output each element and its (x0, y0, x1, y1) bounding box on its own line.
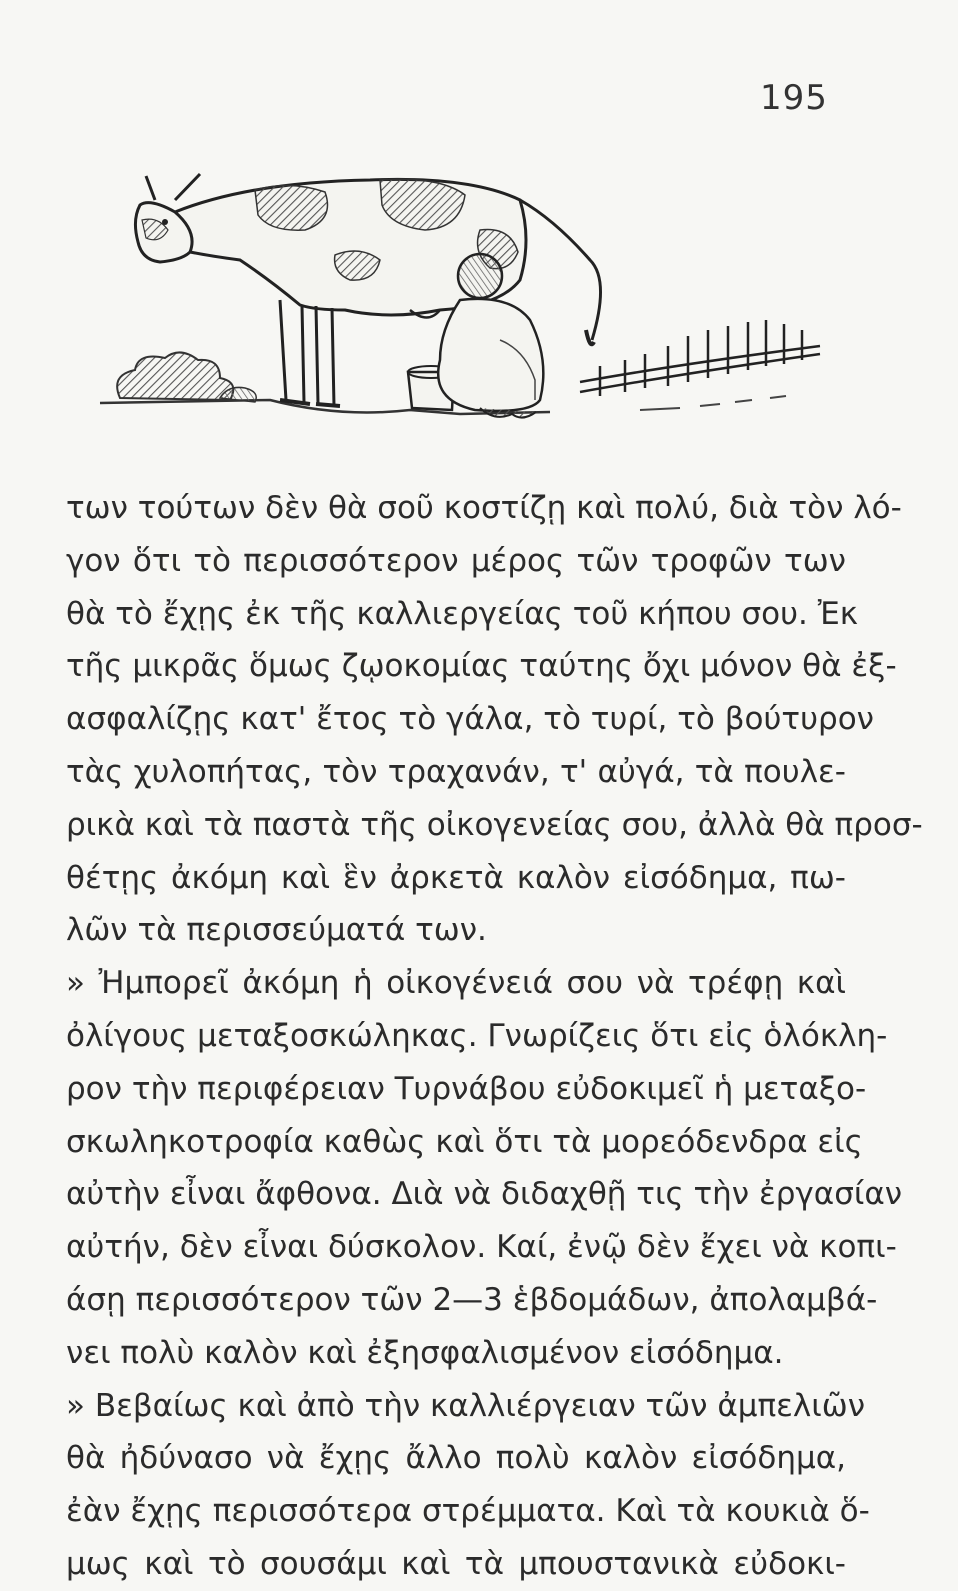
body-text (66, 482, 923, 1591)
text-line: θέτῃς ἀκόμη καὶ ἓν ἀρκετὰ καλὸν εἰσόδημα, πω- (66, 859, 846, 896)
text-line: ἐὰν ἔχῃς περισσότερα στρέμματα. Καὶ τὰ κουκιὰ ὅ- (66, 1493, 870, 1530)
page-number: 195 (760, 78, 828, 118)
text-line: ρον τὴν περιφέρειαν Τυρνάβου εὐδοκιμεῖ ἡ μεταξο- (66, 1070, 867, 1107)
text-line: μως καὶ τὸ σουσάμι καὶ τὰ μπουστανικὰ εὐδοκι- (66, 1545, 846, 1582)
cow-milking-illustration-icon (80, 160, 840, 460)
text-line: νει πολὺ καλὸν καὶ ἐξησφαλισμένον εἰσόδημα. (66, 1334, 784, 1371)
text-line: » Ἠμπορεῖ ἀκόμη ἡ οἰκογένειά σου νὰ τρέφῃ καὶ (66, 965, 846, 1002)
text-line: των τούτων δὲν θὰ σοῦ κοστίζῃ καὶ πολύ, διὰ τὸν λό- (66, 490, 902, 526)
text-line: τῆς μικρᾶς ὅμως ζῳοκομίας ταύτης ὄχι μόνον θὰ ἐξ- (66, 648, 897, 685)
text-line: ὀλίγους μεταξοσκώληκας. Γνωρίζεις ὅτι εἰς ὁλόκλη- (66, 1017, 888, 1054)
text-line: σκωληκοτροφία καθὼς καὶ ὅτι τὰ μορεόδενδρα εἰς (66, 1123, 863, 1160)
text-line: » Βεβαίως καὶ ἀπὸ τὴν καλλιέργειαν τῶν ἀμπελιῶν (66, 1387, 866, 1424)
text-line: ρικὰ καὶ τὰ παστὰ τῆς οἰκογενείας σου, ἀλλὰ θὰ προσ- (66, 806, 923, 843)
text-line: θὰ τὸ ἔχῃς ἐκ τῆς καλλιεργείας τοῦ κήπου σου. Ἐκ (66, 595, 859, 632)
text-line: λῶν τὰ περισσεύματά των. (66, 912, 487, 949)
text-line: γον ὅτι τὸ περισσότερον μέρος τῶν τροφῶν των (66, 542, 846, 579)
text-line: τὰς χυλοπήτας, τὸν τραχανάν, τ' αὐγά, τὰ πουλε- (66, 753, 846, 790)
text-line: θὰ ἠδύνασο νὰ ἔχῃς ἄλλο πολὺ καλὸν εἰσόδημα, (66, 1440, 846, 1477)
text-line: άσῃ περισσότερον τῶν 2—3 ἑβδομάδων, ἀπολαμβά- (66, 1281, 878, 1318)
text-line: ασφαλίζῃς κατ' ἔτος τὸ γάλα, τὸ τυρί, τὸ βούτυρον (66, 701, 874, 738)
text-line: αὐτήν, δὲν εἶναι δύσκολον. Καί, ἐνῷ δὲν ἔχει νὰ κοπι- (66, 1229, 897, 1266)
text-line: αὐτὴν εἶναι ἄφθονα. Διὰ νὰ διδαχθῇ τις τὴν ἐργασίαν (66, 1176, 903, 1213)
